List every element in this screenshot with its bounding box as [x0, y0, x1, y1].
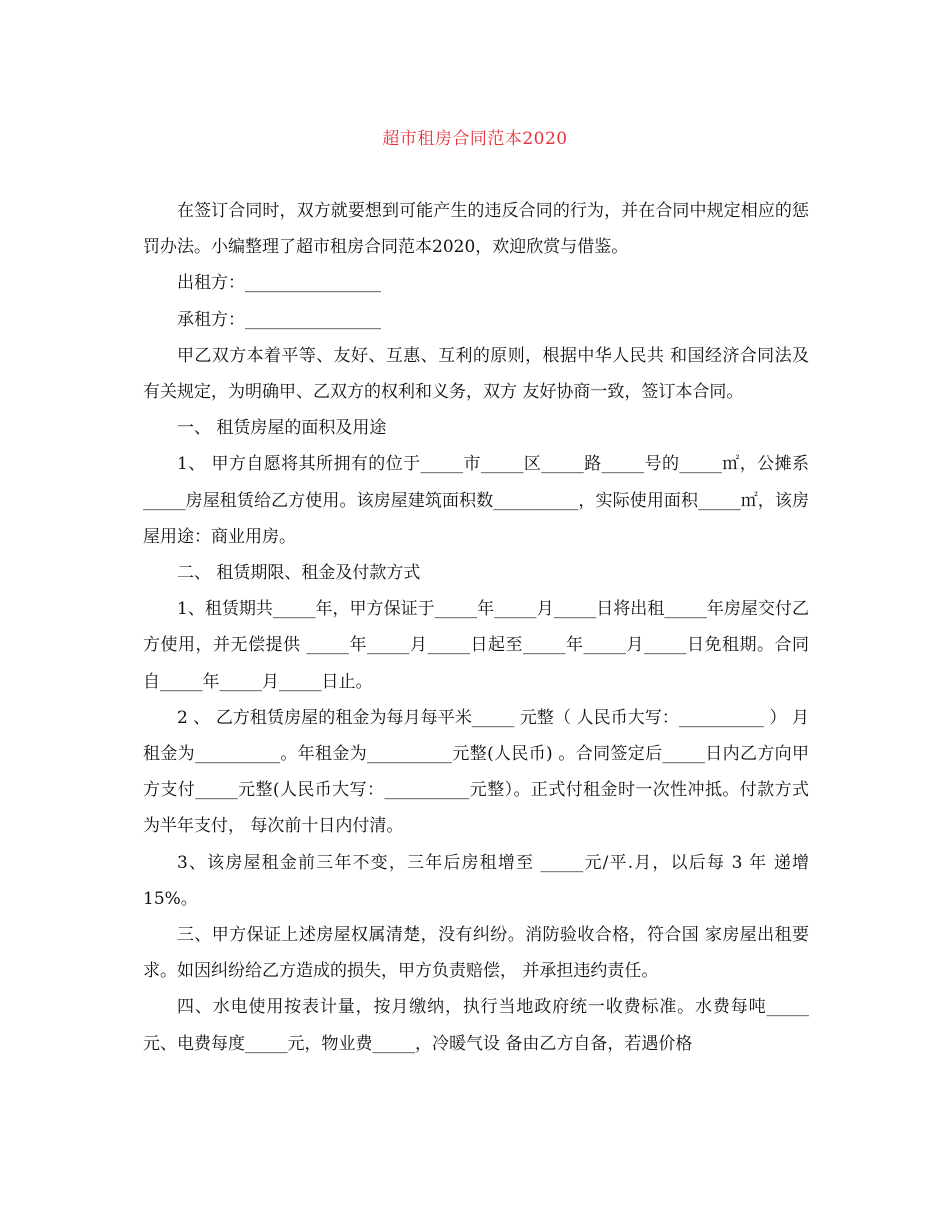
- paragraph-lease-term: 1、租赁期共_____年，甲方保证于_____年_____月_____日将出租_____年房屋交付乙方使用，并无偿提供 _____年_____月_____日起至_____年_____月_____日免租期。合同自_____年_____月_____日止。: [143, 599, 809, 692]
- paragraph-premises: 1、 甲方自愿将其所拥有的位于_____市_____区_____路_____号的_____㎡，公摊系_____房屋租赁给乙方使用。该房屋建筑面积数__________，实际使用面积_____㎡，该房屋用途：商业用房。: [143, 454, 809, 547]
- section-heading-1: 一、 租赁房屋的面积及用途: [177, 418, 387, 439]
- section-heading-4: 四、水电使用按表计量，按月缴纳，执行当地政府统一收费标准。水费每吨_____元、电费每度_____元，物业费_____，冷暖气设 备由乙方自备，若遇价格: [143, 997, 809, 1054]
- paragraph-rent-increase: 3、该房屋租金前三年不变，三年后房租增至 _____元/平.月，以后每 3 年 递增 15%。: [143, 852, 809, 909]
- paragraph-lessee: 承租方：________________: [177, 309, 381, 330]
- paragraph-principles: 甲乙双方本着平等、友好、互惠、互利的原则，根据中华人民共 和国经济合同法及有关规定，为明确甲、乙双方的权利和义务，双方 友好协商一致，签订本合同。: [143, 345, 809, 403]
- document-body: [143, 193, 809, 1062]
- section-heading-3: 三、甲方保证上述房屋权属清楚，没有纠纷。消防验收合格，符合国 家房屋出租要求。如因纠纷给乙方造成的损失，甲方负责赔偿， 并承担违约责任。: [143, 925, 809, 982]
- paragraph-rent: 2 、 乙方租赁房屋的租金为每月每平米_____ 元整（ 人民币大写：__________ ） 月租金为__________。年租金为__________元整(人民币) 。合同签定后_____日内乙方向甲方支付_____元整(人民币大写：__________元整）。正式付租金时一次性冲抵。付款方式为半年支付， 每次前十日内付清。: [143, 707, 809, 837]
- paragraph-intro: 在签订合同时，双方就要想到可能产生的违反合同的行为，并在合同中规定相应的惩罚办法。小编整理了超市租房合同范本2020，欢迎欣赏与借鉴。: [143, 201, 809, 258]
- document-title: 超市租房合同范本2020: [382, 129, 568, 149]
- section-heading-2: 二、 租赁期限、租金及付款方式: [177, 563, 421, 584]
- paragraph-lessor: 出租方：________________: [177, 273, 381, 294]
